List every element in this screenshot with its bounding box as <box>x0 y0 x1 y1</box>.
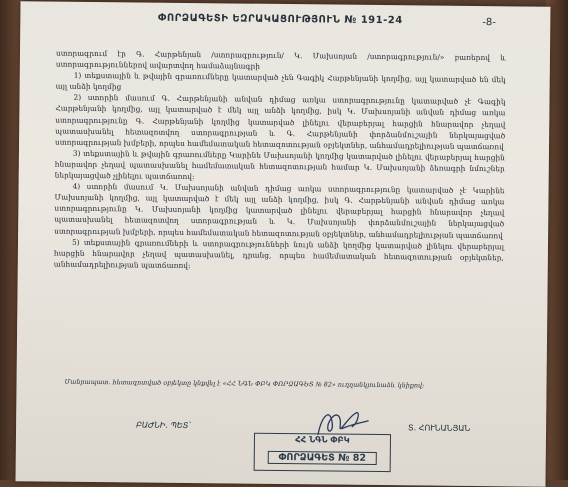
intro-paragraph: ստորագրում էր Գ. Հարթենյան /ստորագրություն/ Կ. Մախսոյան /ստորագրություն/» բառերով և ստորագրություններով ավարտվող համաձայնագրի <box>55 48 507 71</box>
seal-stamp <box>254 433 391 472</box>
signatory-name: Տ. ՀՈՒՆԱՆՅԱՆ <box>408 423 471 433</box>
stamp-line-1: ՀՀ ՆԳՆ ՓԲԿ <box>295 435 350 446</box>
footnote: Մանրապատ. հետազոտված օբյեկտը կնքվել է «ՀՀ ՆԳՆ ՓԲԿ ՓՈՐՁԱԳԵՏ № 82» ուղղանկյունաձև կնիքով։ <box>64 377 425 390</box>
page-header: ՓՈՐՁԱԳԵՏԻ ԵԶՐԱԿԱՑՈՒԹՅՈՒՆ № 191-24 <box>157 12 403 27</box>
document-page <box>16 1 551 487</box>
signatory-title: ԲԱԺՆԻ. ՊԵՏ՝ <box>136 420 191 431</box>
stamp-line-2: ՓՈՐՁԱԳԵՏ № 82 <box>267 451 377 465</box>
page-number: -8- <box>482 17 496 29</box>
conclusion-item-5: 5) տեքստային գրառումների և ստորագրությունների նույն անձի կողմից կատարված լինելու վերաբերյալ հարցին հնարավոր չեղավ պատասխանել, դրանց, որպես համեմատական հետազոտության օբյեկտներ, անհամադրելիության պատճառով։ <box>53 237 505 270</box>
conclusion-item-3: 3) տեքստային և թվային գրառումները Կարինե Մախսոյանի կողմից կատարված լինելու վերաբերյալ հարցին հնարավոր չեղավ պատասխանել համեմատական հետազոտության համար Կ. Մախսոյանի ձեռագրի նմուշներ ներկայացված չլինելու պատճառով։ <box>54 148 505 182</box>
document-body <box>54 48 506 275</box>
conclusion-item-2: 2) ստորին մասում Գ. Հարթենյանի անվան դիմաց առկա ստորագրությունը կատարված չէ Գագիկ Հարթենյանի կողմից, այլ կատարված է մեկ այլ անձի կողմից, իսկ Կ. Մախսոյանի անվան դիմաց առկա ստորագրությունը Գ. Հարթենյանի կողմից կատարված լինելու վերաբերյալ հարցին հնարավոր չեղավ պատասխանել հետազոտվող ստորագրության և Գ. Հարթենյանի փորձանմուշային ներկայացված ստորագրության խմբերի, որպես համեմատական հետազոտության օբյեկտներ, անհամադրելիության պատճառով <box>55 93 506 152</box>
conclusion-item-1: 1) տեքստային և թվային գրառումները կատարված չեն Գագիկ Հարթենյանի կողմից, այլ կատարված են մեկ այլ անձի կողմից <box>55 70 506 92</box>
conclusion-item-4: 4) ստորին մասում Կ. Մախսոյանի անվան դիմաց առկա ստորագրությունը կատարված չէ Կարինե Մախսոյանի կողմից, այլ կատարված է մեկ այլ անձի կողմից, իսկ Գ. Հարթենյանի անվան դիմաց առկա ստորագրությունը Կ. Մախսոյանի կողմից կատարված լինելու վերաբերյալ հարցին հնարավոր չեղավ պատասխանել հետազոտվող ստորագրության և Կ. Մախսոյանի փորձանմուշային ներկայացված ստորագրության խմբերի, որպես համեմատական հետազոտության օբյեկտներ, անհամադրելիության պատճառով <box>54 181 505 240</box>
